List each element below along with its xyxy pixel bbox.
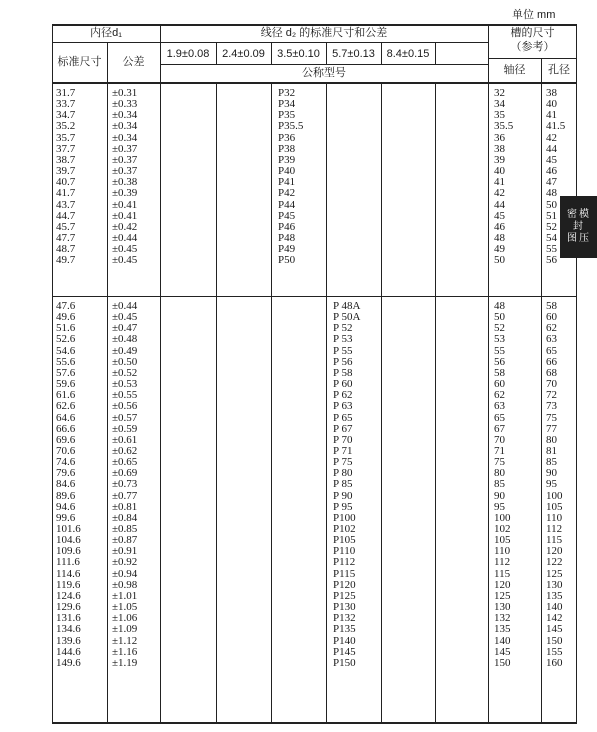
nominal-model-cell: P46 — [278, 220, 296, 233]
shaft-diameter-cell: 140 — [494, 634, 511, 647]
table-top-border — [52, 24, 577, 26]
std-size-cell: 149.6 — [56, 656, 81, 669]
shaft-diameter-cell: 35.5 — [494, 120, 514, 133]
nominal-model-cell: P140 — [333, 634, 356, 647]
bore-diameter-cell: 80 — [546, 433, 557, 446]
nominal-model-cell: P42 — [278, 187, 296, 200]
row-sep — [160, 64, 488, 65]
wire-size-4: 5.7±0.13 — [332, 48, 375, 60]
tolerance-cell: ±0.65 — [112, 456, 138, 469]
nominal-model-cell: P 67 — [333, 422, 353, 435]
row-sep — [488, 58, 577, 59]
nominal-model-cell: P120 — [333, 578, 356, 591]
nominal-model-cell: P112 — [333, 556, 356, 569]
tolerance-cell: ±0.53 — [112, 378, 138, 391]
tolerance-cell: ±0.37 — [112, 142, 138, 155]
std-size-cell: 62.6 — [56, 400, 76, 413]
tolerance-cell: ±1.01 — [112, 589, 138, 602]
shaft-diameter-cell: 46 — [494, 220, 505, 233]
nominal-model-cell: P 55 — [333, 344, 353, 357]
bore-diameter-cell: 112 — [546, 523, 563, 535]
tolerance-cell: ±0.62 — [112, 444, 138, 457]
shaft-diameter-cell: 85 — [494, 478, 505, 491]
tolerance-cell: ±1.19 — [112, 656, 138, 669]
tolerance-cell: ±0.45 — [112, 311, 138, 324]
std-size-cell: 109.6 — [56, 545, 81, 558]
bore-diameter-cell: 125 — [546, 567, 563, 580]
nominal-model-cell: P40 — [278, 165, 296, 178]
std-size-cell: 34.7 — [56, 109, 76, 122]
col-sep — [435, 42, 436, 64]
std-size-cell: 134.6 — [56, 623, 81, 636]
nominal-model-cell: P 56 — [333, 355, 353, 368]
tolerance-cell: ±1.05 — [112, 601, 138, 614]
nominal-model-cell: P 70 — [333, 433, 353, 446]
row-sep — [160, 42, 488, 43]
shaft-diameter-cell: 50 — [494, 254, 505, 267]
std-size-cell: 89.6 — [56, 489, 76, 502]
nominal-model-cell: P39 — [278, 153, 296, 166]
shaft-diameter-cell: 40 — [494, 165, 505, 178]
nominal-model-cell: P49 — [278, 243, 296, 256]
tolerance-cell: ±1.16 — [112, 645, 138, 658]
std-size-cell: 54.6 — [56, 344, 76, 357]
tolerance-cell: ±0.41 — [112, 209, 138, 222]
nominal-model-cell: P 71 — [333, 444, 353, 457]
std-size-cell: 49.7 — [56, 254, 76, 267]
std-size-cell: 129.6 — [56, 601, 81, 614]
bore-diameter-cell: 70 — [546, 378, 557, 391]
nominal-model-cell: P34 — [278, 98, 296, 111]
bore-diameter-cell: 41.5 — [546, 120, 566, 133]
wire-diameter-header: 线径 d₂ 的标准尺寸和公差 — [260, 27, 388, 39]
std-size-cell: 84.6 — [56, 478, 76, 491]
shaft-diameter-cell: 62 — [494, 389, 505, 402]
bore-diameter-cell: 150 — [546, 634, 563, 647]
std-size-header: 标准尺寸 — [57, 56, 102, 68]
nominal-model-header: 公称型号 — [302, 67, 346, 79]
bore-diameter-cell: 130 — [546, 578, 563, 591]
tolerance-cell: ±0.61 — [112, 433, 138, 446]
side-tab-char: 密 — [567, 209, 577, 220]
bore-diameter-cell: 140 — [546, 601, 563, 614]
shaft-diameter-cell: 58 — [494, 366, 505, 379]
col-sep — [381, 82, 382, 724]
nominal-model-cell: P130 — [333, 601, 356, 614]
nominal-model-cell: P 60 — [333, 378, 353, 391]
side-tab-char: 封 — [573, 221, 583, 232]
shaft-diameter-cell: 70 — [494, 433, 505, 446]
bore-diameter-cell: 62 — [546, 322, 557, 335]
shaft-diameter-cell: 102 — [494, 523, 511, 535]
tolerance-cell: ±0.59 — [112, 422, 138, 435]
bore-diameter-cell: 142 — [546, 612, 563, 625]
col-sep — [216, 82, 217, 724]
tolerance-cell: ±0.81 — [112, 500, 138, 513]
nominal-model-cell: P145 — [333, 645, 356, 658]
bore-diameter-cell: 44 — [546, 142, 557, 155]
nominal-model-cell: P 62 — [333, 389, 353, 402]
nominal-model-cell: P 85 — [333, 478, 353, 491]
shaft-diameter-cell: 90 — [494, 489, 505, 502]
std-size-cell: 104.6 — [56, 534, 81, 547]
std-size-cell: 61.6 — [56, 389, 76, 402]
bore-diameter-cell: 58 — [546, 300, 557, 312]
tolerance-cell: ±0.77 — [112, 489, 138, 502]
col-sep — [435, 82, 436, 724]
bore-diameter-cell: 66 — [546, 355, 557, 368]
shaft-diameter-cell: 67 — [494, 422, 505, 435]
side-tab-char: 压 — [579, 233, 589, 244]
shaft-diameter-cell: 145 — [494, 645, 511, 658]
tolerance-cell: ±0.34 — [112, 109, 138, 122]
shaft-diameter-cell: 55 — [494, 344, 505, 357]
tolerance-cell: ±1.09 — [112, 623, 138, 636]
tolerance-cell: ±0.33 — [112, 98, 138, 111]
nominal-model-cell: P50 — [278, 254, 296, 267]
bore-diameter-cell: 68 — [546, 366, 557, 379]
nominal-model-cell: P 90 — [333, 489, 353, 502]
shaft-diameter-cell: 32 — [494, 87, 505, 99]
tolerance-cell: ±0.49 — [112, 344, 138, 357]
nominal-model-cell: P105 — [333, 534, 356, 547]
nominal-model-cell: P135 — [333, 623, 356, 636]
std-size-cell: 44.7 — [56, 209, 76, 222]
bore-diameter-cell: 51 — [546, 209, 557, 222]
std-size-cell: 49.6 — [56, 311, 76, 324]
nominal-model-cell: P100 — [333, 511, 356, 524]
tolerance-cell: ±0.85 — [112, 523, 138, 535]
shaft-diameter-cell: 63 — [494, 400, 505, 413]
bore-diameter-cell: 122 — [546, 556, 563, 569]
tolerance-cell: ±0.34 — [112, 131, 138, 144]
shaft-diameter-cell: 130 — [494, 601, 511, 614]
std-size-cell: 119.6 — [56, 578, 81, 591]
tolerance-cell: ±0.50 — [112, 355, 138, 368]
bore-diameter-cell: 77 — [546, 422, 557, 435]
std-size-cell: 139.6 — [56, 634, 81, 647]
std-size-cell: 57.6 — [56, 366, 76, 379]
bore-diameter-cell: 100 — [546, 489, 563, 502]
nominal-model-cell: P 63 — [333, 400, 353, 413]
bore-diameter-cell: 55 — [546, 243, 557, 256]
tolerance-cell: ±1.06 — [112, 612, 138, 625]
tolerance-cell: ±0.56 — [112, 400, 138, 413]
bore-diameter-cell: 45 — [546, 153, 557, 166]
nominal-model-cell: P 50A — [333, 311, 361, 324]
bore-diameter-cell: 160 — [546, 656, 563, 669]
shaft-diameter-cell: 75 — [494, 456, 505, 469]
tolerance-cell: ±0.69 — [112, 467, 138, 480]
tolerance-cell: ±0.92 — [112, 556, 138, 569]
nominal-model-cell: P36 — [278, 131, 296, 144]
tolerance-cell: ±0.73 — [112, 478, 138, 491]
wire-size-5: 8.4±0.15 — [386, 48, 430, 60]
std-size-cell: 33.7 — [56, 98, 76, 111]
col-sep — [541, 58, 542, 724]
shaft-diameter-cell: 71 — [494, 444, 505, 457]
shaft-diameter-cell: 52 — [494, 322, 505, 335]
bore-diameter-cell: 47 — [546, 176, 557, 189]
shaft-diameter-cell: 45 — [494, 209, 505, 222]
bore-diameter-cell: 73 — [546, 400, 557, 413]
shaft-diameter-cell: 95 — [494, 500, 505, 513]
side-tab-char: 模 — [579, 209, 589, 220]
bore-diameter-cell: 46 — [546, 165, 557, 178]
bore-diameter-cell: 54 — [546, 231, 557, 244]
std-size-cell: 38.7 — [56, 153, 76, 166]
tolerance-cell: ±0.91 — [112, 545, 138, 558]
nominal-model-cell: P115 — [333, 567, 356, 580]
shaft-diameter-cell: 41 — [494, 176, 505, 189]
std-size-cell: 55.6 — [56, 355, 76, 368]
nominal-model-cell: P102 — [333, 523, 356, 535]
shaft-diameter-header: 轴径 — [503, 64, 526, 76]
shaft-diameter-cell: 65 — [494, 411, 505, 424]
tolerance-cell: ±0.37 — [112, 165, 138, 178]
nominal-model-cell: P 65 — [333, 411, 353, 424]
std-size-cell: 74.6 — [56, 456, 76, 469]
std-size-cell: 69.6 — [56, 433, 76, 446]
bore-diameter-cell: 42 — [546, 131, 557, 144]
bore-diameter-cell: 60 — [546, 311, 557, 324]
shaft-diameter-cell: 48 — [494, 231, 505, 244]
shaft-diameter-cell: 53 — [494, 333, 505, 346]
nominal-model-cell: P 75 — [333, 456, 353, 469]
shaft-diameter-cell: 42 — [494, 187, 505, 200]
bore-diameter-cell: 115 — [546, 534, 563, 547]
shaft-diameter-cell: 49 — [494, 243, 505, 256]
shaft-diameter-cell: 125 — [494, 589, 511, 602]
std-size-cell: 66.6 — [56, 422, 76, 435]
std-size-cell: 59.6 — [56, 378, 76, 391]
bore-diameter-cell: 145 — [546, 623, 563, 636]
bore-diameter-cell: 95 — [546, 478, 557, 491]
nominal-model-cell: P125 — [333, 589, 356, 602]
tolerance-cell: ±0.34 — [112, 120, 138, 133]
nominal-model-cell: P35.5 — [278, 120, 304, 133]
nominal-model-cell: P 53 — [333, 333, 353, 346]
tolerance-cell: ±0.44 — [112, 231, 138, 244]
nominal-model-cell: P150 — [333, 656, 356, 669]
bore-diameter-cell: 50 — [546, 198, 557, 211]
shaft-diameter-cell: 135 — [494, 623, 511, 636]
std-size-cell: 43.7 — [56, 198, 76, 211]
std-size-cell: 47.7 — [56, 231, 76, 244]
table-right-border — [576, 24, 577, 724]
bore-diameter-cell: 56 — [546, 254, 557, 267]
shaft-diameter-cell: 132 — [494, 612, 511, 625]
bore-diameter-cell: 40 — [546, 98, 557, 111]
shaft-diameter-cell: 60 — [494, 378, 505, 391]
std-size-cell: 101.6 — [56, 523, 81, 535]
tolerance-cell: ±0.84 — [112, 511, 138, 524]
shaft-diameter-cell: 105 — [494, 534, 511, 547]
tolerance-cell: ±0.55 — [112, 389, 138, 402]
tolerance-cell: ±0.98 — [112, 578, 138, 591]
shaft-diameter-cell: 38 — [494, 142, 505, 155]
inner-diameter-header: 内径d₁ — [90, 27, 122, 39]
groove-note: （参考） — [510, 41, 555, 53]
bore-diameter-cell: 81 — [546, 444, 557, 457]
shaft-diameter-cell: 35 — [494, 109, 505, 122]
tolerance-cell: ±0.48 — [112, 333, 138, 346]
std-size-cell: 31.7 — [56, 87, 76, 99]
nominal-model-cell: P 52 — [333, 322, 353, 335]
tolerance-cell: ±0.45 — [112, 243, 138, 256]
std-size-cell: 131.6 — [56, 612, 81, 625]
nominal-model-cell: P41 — [278, 176, 296, 189]
bore-diameter-cell: 48 — [546, 187, 557, 200]
shaft-diameter-cell: 100 — [494, 511, 511, 524]
std-size-cell: 79.6 — [56, 467, 76, 480]
bore-diameter-cell: 52 — [546, 220, 557, 233]
nominal-model-cell: P 58 — [333, 366, 353, 379]
tolerance-cell: ±0.39 — [112, 187, 138, 200]
tolerance-cell: ±0.57 — [112, 411, 138, 424]
tolerance-cell: ±0.94 — [112, 567, 138, 580]
tolerance-cell: ±0.31 — [112, 87, 138, 99]
tolerance-cell: ±0.38 — [112, 176, 138, 189]
bore-diameter-header: 孔径 — [548, 64, 570, 76]
tolerance-cell: ±0.52 — [112, 366, 138, 379]
nominal-model-cell: P132 — [333, 612, 356, 625]
shaft-diameter-cell: 34 — [494, 98, 505, 111]
std-size-cell: 124.6 — [56, 589, 81, 602]
std-size-cell: 114.6 — [56, 567, 81, 580]
std-size-cell: 35.7 — [56, 131, 76, 144]
bore-diameter-cell: 38 — [546, 87, 557, 99]
bore-diameter-cell: 41 — [546, 109, 557, 122]
shaft-diameter-cell: 50 — [494, 311, 505, 324]
group-separator — [52, 296, 577, 297]
tolerance-cell: ±0.47 — [112, 322, 138, 335]
std-size-cell: 39.7 — [56, 165, 76, 178]
tolerance-header: 公差 — [122, 56, 145, 68]
tolerance-cell: ±1.12 — [112, 634, 138, 647]
tolerance-cell: ±0.87 — [112, 534, 138, 547]
std-size-cell: 94.6 — [56, 500, 76, 513]
bore-diameter-cell: 75 — [546, 411, 557, 424]
shaft-diameter-cell: 56 — [494, 355, 505, 368]
section-tab-seal[interactable] — [560, 196, 597, 258]
std-size-cell: 41.7 — [56, 187, 76, 200]
std-size-cell: 64.6 — [56, 411, 76, 424]
std-size-cell: 37.7 — [56, 142, 76, 155]
header-bottom-border — [52, 82, 577, 84]
nominal-model-cell: P44 — [278, 198, 296, 211]
shaft-diameter-cell: 120 — [494, 578, 511, 591]
bore-diameter-cell: 63 — [546, 333, 557, 346]
tolerance-cell: ±0.41 — [112, 198, 138, 211]
std-size-cell: 52.6 — [56, 333, 76, 346]
nominal-model-cell: P45 — [278, 209, 296, 222]
bore-diameter-cell: 135 — [546, 589, 563, 602]
tolerance-cell: ±0.37 — [112, 153, 138, 166]
bore-diameter-cell: 120 — [546, 545, 563, 558]
groove-size-header: 槽的尺寸 — [510, 27, 555, 39]
wire-size-1: 1.9±0.08 — [166, 48, 210, 60]
col-sep — [271, 82, 272, 724]
col-sep — [488, 24, 489, 724]
bore-diameter-cell: 90 — [546, 467, 557, 480]
shaft-diameter-cell: 112 — [494, 556, 511, 569]
nominal-model-cell: P38 — [278, 142, 296, 155]
nominal-model-cell: P32 — [278, 87, 296, 99]
col-sep — [107, 42, 108, 724]
unit-label: 单位 mm — [512, 9, 556, 21]
table-bottom-border — [52, 722, 577, 724]
wire-size-2: 2.4±0.09 — [222, 48, 265, 60]
std-size-cell: 35.2 — [56, 120, 76, 133]
tolerance-cell: ±0.45 — [112, 254, 138, 267]
std-size-cell: 99.6 — [56, 511, 76, 524]
std-size-cell: 51.6 — [56, 322, 76, 335]
shaft-diameter-cell: 44 — [494, 198, 505, 211]
std-size-cell: 70.6 — [56, 444, 76, 457]
nominal-model-cell: P 95 — [333, 500, 353, 513]
nominal-model-cell: P35 — [278, 109, 296, 122]
bore-diameter-cell: 65 — [546, 344, 557, 357]
nominal-model-cell: P 80 — [333, 467, 353, 480]
bore-diameter-cell: 72 — [546, 389, 557, 402]
nominal-model-cell: P 48A — [333, 300, 361, 312]
shaft-diameter-cell: 48 — [494, 300, 505, 312]
bore-diameter-cell: 105 — [546, 500, 563, 513]
shaft-diameter-cell: 39 — [494, 153, 505, 166]
shaft-diameter-cell: 80 — [494, 467, 505, 480]
std-size-cell: 45.7 — [56, 220, 76, 233]
o-ring-size-table — [52, 24, 577, 724]
side-tab-char: 图 — [567, 233, 577, 244]
shaft-diameter-cell: 115 — [494, 567, 511, 580]
tolerance-cell: ±0.44 — [112, 300, 138, 312]
bore-diameter-cell: 110 — [546, 511, 563, 524]
std-size-cell: 40.7 — [56, 176, 76, 189]
nominal-model-cell: P110 — [333, 545, 356, 558]
std-size-cell: 111.6 — [56, 556, 80, 569]
bore-diameter-cell: 85 — [546, 456, 557, 469]
bore-diameter-cell: 155 — [546, 645, 563, 658]
shaft-diameter-cell: 150 — [494, 656, 511, 669]
std-size-cell: 47.6 — [56, 300, 76, 312]
col-sep — [160, 24, 161, 724]
nominal-model-cell: P48 — [278, 231, 296, 244]
table-left-border — [52, 24, 53, 724]
row-sep — [52, 42, 160, 43]
std-size-cell: 48.7 — [56, 243, 76, 256]
shaft-diameter-cell: 110 — [494, 545, 511, 558]
col-sep — [326, 82, 327, 724]
shaft-diameter-cell: 36 — [494, 131, 505, 144]
wire-size-3: 3.5±0.10 — [277, 48, 320, 60]
std-size-cell: 144.6 — [56, 645, 81, 658]
tolerance-cell: ±0.42 — [112, 220, 138, 233]
